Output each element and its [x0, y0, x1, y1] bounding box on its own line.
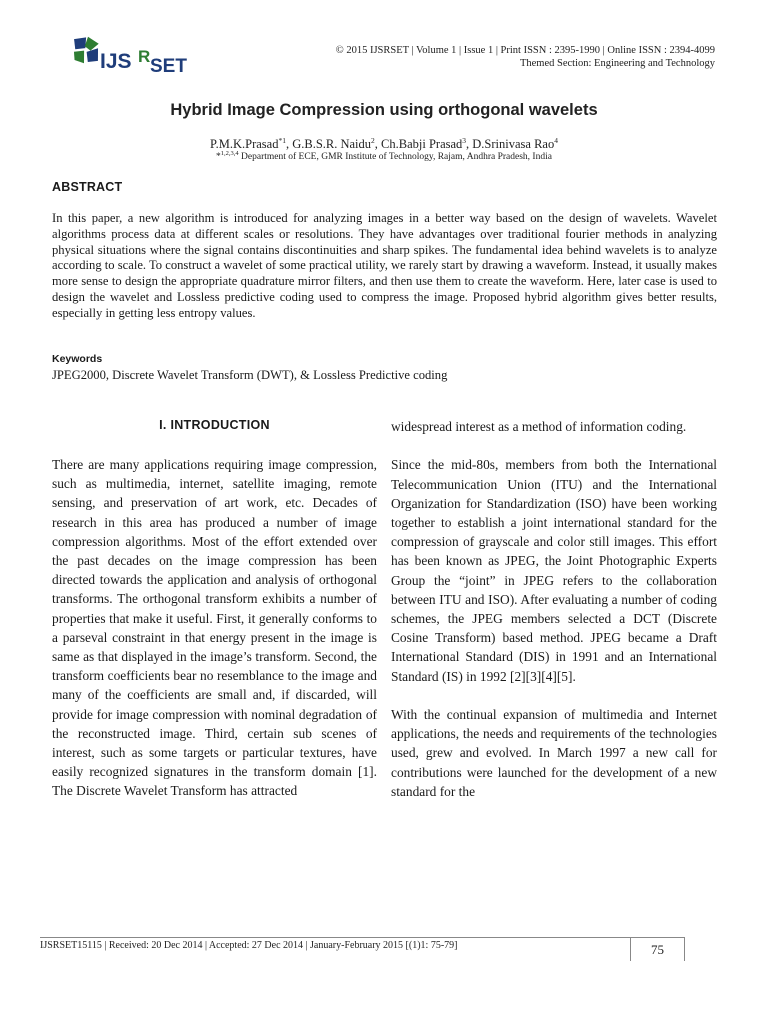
introduction-heading: I. INTRODUCTION [159, 418, 270, 432]
author-separator: , [374, 137, 382, 151]
abstract-heading: ABSTRACT [52, 180, 123, 194]
body-paragraph: widespread interest as a method of information coding. [391, 419, 687, 434]
affiliation-text: Department of ECE, GMR Institute of Technology, Rajam, Andhra Pradesh, India [238, 152, 552, 162]
themed-section-line: Themed Section: Engineering and Technology [519, 58, 715, 69]
author-separator: , [285, 137, 293, 151]
left-column [52, 455, 377, 801]
ijsrset-logo-icon [70, 30, 190, 78]
body-paragraph: With the continual expansion of multimedia and Internet applications, the needs and requirements of the technologies used, grew and evolved. In March 1997 a new call for contributions were launched for the development of a new standard for the [391, 707, 717, 799]
author-name: Ch.Babji Prasad [381, 137, 463, 151]
body-paragraph: Since the mid-80s, members from both the International Telecommunication Union (ITU) and the International Organization for Standardization (ISO) have been working together to establish a joint international standard for the compression of grayscale and color still images. This effort has been known as JPEG, the Joint Photographic Experts Group the “joint” in JPEG refers to the collaboration between ITU and ISO). After evaluating a number of coding schemes, the JPEG members selected a DCT (Discrete Cosine Transform) based method. JPEG became a Draft International Standard (DIS) in 1991 and an International Standard (IS) in 1992 [2][3][4][5]. [391, 457, 717, 684]
svg-text:R: R [138, 47, 151, 66]
author-affiliation [0, 149, 768, 162]
author-separator: , [466, 137, 473, 151]
right-column [391, 417, 717, 801]
paper-title: Hybrid Image Compression using orthogonal wavelets [170, 101, 598, 119]
author-name: P.M.K.Prasad [210, 137, 279, 151]
svg-text:SET: SET [150, 56, 187, 77]
author-sup: 2 [371, 135, 375, 145]
svg-text:IJS: IJS [100, 50, 132, 73]
author-sup: 4 [554, 135, 558, 145]
keywords-heading: Keywords [52, 353, 103, 365]
footer-divider [40, 937, 630, 938]
author-name: D.Srinivasa Rao [472, 137, 555, 151]
keywords-body: JPEG2000, Discrete Wavelet Transform (DWT), & Lossless Predictive coding [52, 368, 448, 382]
journal-logo [70, 30, 190, 78]
author-sup: *1 [278, 135, 286, 145]
body-paragraph: There are many applications requiring image compression, such as multimedia, internet, satellite imaging, remote sensing, and preservation of art work, etc. Decades of research in this area has produced a number of image compression algorithms. Most of the effort extended over the past decades on the image compression has been directed towards the application and analysis of orthogonal transforms. The orthogonal transform exhibits a number of properties that make it useful. First, it generally conforms to a parseval constraint in that energy present in the image is same as that displayed in the image’s transform. Second, the transform coefficients bear no resemblance to the image and many of the coefficients are small and, if discarded, will provide for image compression with nominal degradation of the reconstructed image. Third, certain sub scenes of interest, such as some targets or particular textures, have easily recognized signatures in the transform domain [1]. The Discrete Wavelet Transform has attracted [52, 457, 377, 799]
journal-issue-line: © 2015 IJSRSET | Volume 1 | Issue 1 | Print ISSN : 2395-1990 | Online ISSN : 2394-4099 [335, 45, 715, 56]
affiliation-prefix: * [216, 152, 221, 162]
affiliation-sup: 1,2,3,4 [220, 149, 239, 157]
journal-header-meta [336, 44, 715, 70]
author-name: G.B.S.R. Naidu [292, 137, 372, 151]
abstract-body: In this paper, a new algorithm is introduced for analyzing images in a better way based on the design of wavelets. Wavelet algorithms process data at different scales or resolutions. They have advantages over traditional fourier methods in analyzing physical situations where the signal contains discontinuities and sharp spikes. The fundamental idea behind wavelets is to analyze according to scale. To construct a wavelet of some practical utility, we rarely start by drawing a waveform. Instead, it usually makes more sense to design the appropriate quadrature mirror filters, and then use them to create the waveform. Here, later case is used to design the wavelet and Lossless predictive coding used to compress the image. Proposed hybrid algorithm gives better results, especially in getting less entropy values. [52, 211, 717, 320]
author-list [0, 137, 768, 152]
author-sup: 3 [462, 135, 467, 145]
footer-citation: IJSRSET15115 | Received: 20 Dec 2014 | Accepted: 27 Dec 2014 | January-February 2015 [(1)1: 75-79] [40, 940, 458, 951]
page-number: 75 [630, 937, 685, 961]
